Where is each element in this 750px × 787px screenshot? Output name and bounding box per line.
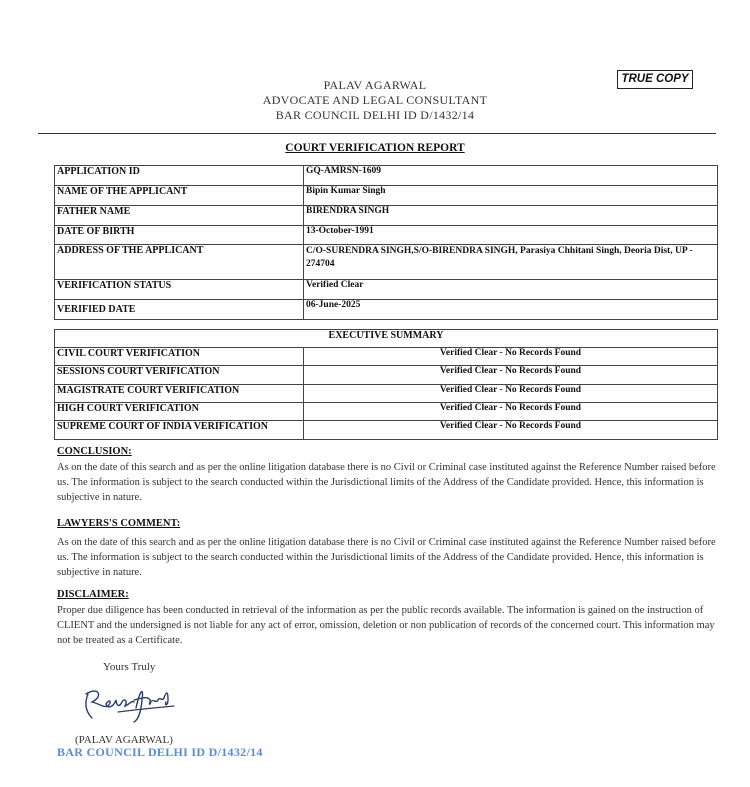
summary-label: HIGH COURT VERIFICATION — [55, 403, 304, 421]
signatory-bar-id: BAR COUNCIL DELHI ID D/1432/14 — [57, 745, 263, 759]
detail-label: ADDRESS OF THE APPLICANT — [55, 245, 304, 280]
summary-value: Verified Clear - No Records Found — [304, 421, 718, 440]
conclusion-text: As on the date of this search and as per the online litigation database there is no Civil or Criminal case instituted against the Reference Number raised before us. The information is subject to the search conducted within the Jurisdictional limits of the Address of the Candidate provided. Hence, this information is subjective in nature. — [57, 462, 716, 503]
detail-label: VERIFIED DATE — [55, 300, 304, 320]
summary-label: CIVIL COURT VERIFICATION — [55, 348, 304, 366]
summary-value: Verified Clear - No Records Found — [304, 385, 718, 403]
detail-label: FATHER NAME — [55, 206, 304, 226]
table-row — [55, 366, 718, 385]
table-row — [55, 166, 718, 186]
detail-label: APPLICATION ID — [55, 166, 304, 186]
summary-value: Verified Clear - No Records Found — [304, 366, 718, 385]
detail-value: GQ-AMRSN-1609 — [304, 166, 718, 186]
lawyers-comment-text: As on the date of this search and as per the online litigation database there is no Civil or Criminal case instituted against the Reference Number raised before us. The information is subject to the search conducted within the Jurisdictional limits of the Address of the Candidate provided. Hence, this information is subjective in nature. — [57, 537, 716, 578]
detail-label: DATE OF BIRTH — [55, 226, 304, 245]
table-row — [55, 206, 718, 226]
advocate-name: PALAV AGARWAL — [323, 78, 427, 92]
summary-label: SUPREME COURT OF INDIA VERIFICATION — [55, 421, 304, 440]
executive-summary-table — [54, 329, 718, 440]
advocate-title: ADVOCATE AND LEGAL CONSULTANT — [262, 93, 488, 107]
executive-summary-heading: EXECUTIVE SUMMARY — [55, 330, 718, 348]
detail-value: Bipin Kumar Singh — [304, 186, 718, 206]
advocate-bar-id: BAR COUNCIL DELHI ID D/1432/14 — [275, 108, 475, 122]
summary-value: Verified Clear - No Records Found — [304, 403, 718, 421]
details-table — [54, 165, 718, 320]
table-row — [55, 280, 718, 300]
detail-value: 06-June-2025 — [304, 300, 718, 320]
detail-value: 13-October-1991 — [304, 226, 718, 245]
table-row — [55, 186, 718, 206]
table-row — [55, 385, 718, 403]
summary-value: Verified Clear - No Records Found — [304, 348, 718, 366]
disclaimer-text: Proper due diligence has been conducted in retrieval of the information as per the public records available. The information is gained on the instruction of CLIENT and the undersigned is not liable for any act of error, omission, deletion or non publication of records of the concerned court. This information may not be treated as a Certificate. — [57, 605, 715, 646]
disclaimer-title: DISCLAIMER: — [57, 589, 129, 600]
table-row — [55, 421, 718, 440]
true-copy-stamp: TRUE COPY — [617, 70, 693, 89]
table-row — [55, 245, 718, 280]
table-row — [55, 330, 718, 348]
signature-icon — [78, 682, 178, 724]
table-row — [55, 348, 718, 366]
detail-label: NAME OF THE APPLICANT — [55, 186, 304, 206]
detail-value: Verified Clear — [304, 280, 718, 300]
report-title: COURT VERIFICATION REPORT — [285, 142, 465, 154]
conclusion-title: CONCLUSION: — [57, 446, 132, 457]
closing-text: Yours Truly — [103, 661, 156, 673]
table-row — [55, 300, 718, 320]
detail-value: BIRENDRA SINGH — [304, 206, 718, 226]
lawyers-comment-title: LAWYERS'S COMMENT: — [57, 518, 181, 529]
table-row — [55, 226, 718, 245]
detail-label: VERIFICATION STATUS — [55, 280, 304, 300]
header-divider — [38, 133, 716, 134]
summary-label: SESSIONS COURT VERIFICATION — [55, 366, 304, 385]
detail-value: C/O-SURENDRA SINGH,S/O-BIRENDRA SINGH, Parasiya Chhitani Singh, Deoria Dist, UP - 274704 — [304, 245, 718, 280]
signatory-name: (PALAV AGARWAL) — [75, 734, 173, 746]
table-row — [55, 403, 718, 421]
summary-label: MAGISTRATE COURT VERIFICATION — [55, 385, 304, 403]
